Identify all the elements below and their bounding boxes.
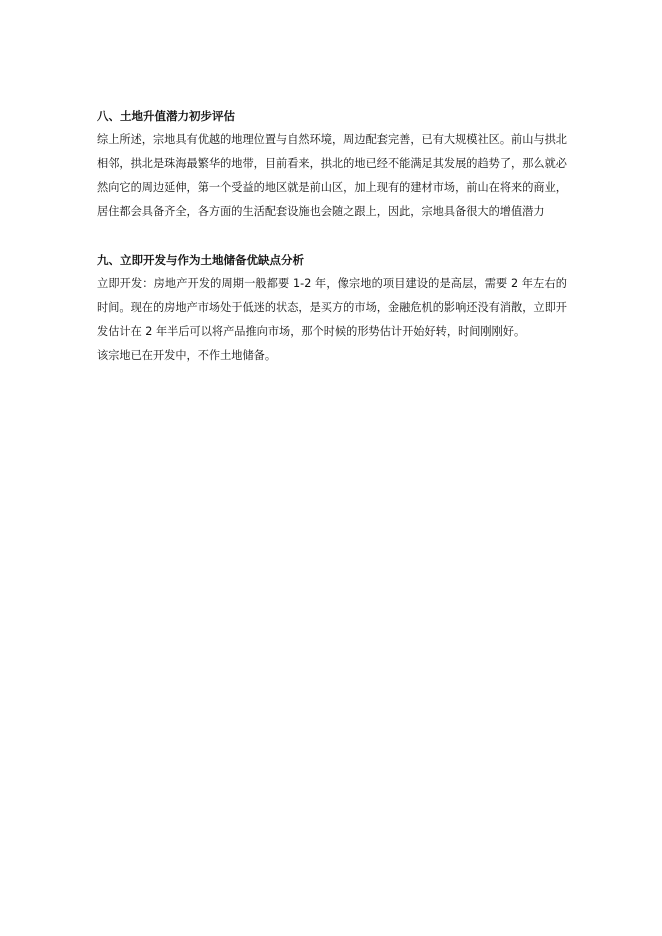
section-paragraph: 该宗地已在开发中，不作土地储备。 — [97, 349, 277, 362]
section-development-analysis — [97, 248, 567, 368]
section-heading: 八、土地升值潜力初步评估 — [97, 109, 235, 123]
document-body — [97, 104, 567, 368]
section-paragraph: 立即开发：房地产开发的周期一般都要 1-2 年，像宗地的项目建设的是高层，需要 2 年左右的时间。现在的房地产市场处于低迷的状态，是买方的市场，金融危机的影响还没有消散，立即开发估计在 2 年半后可以将产品推向市场，那个时候的形势估计开始好转，时间刚刚好。 — [97, 277, 567, 338]
section-paragraph: 综上所述，宗地具有优越的地理位置与自然环境，周边配套完善，已有大规模社区。前山与拱北相邻，拱北是珠海最繁华的地带，目前看来，拱北的地已经不能满足其发展的趋势了，那么就必然向它的周边延伸，第一个受益的地区就是前山区，加上现有的建材市场，前山在将来的商业，居住都会具备齐全，各方面的生活配套设施也会随之跟上，因此，宗地具备很大的增值潜力 — [97, 133, 567, 218]
section-heading: 九、立即开发与作为土地储备优缺点分析 — [97, 253, 304, 267]
section-land-appreciation — [97, 104, 567, 224]
